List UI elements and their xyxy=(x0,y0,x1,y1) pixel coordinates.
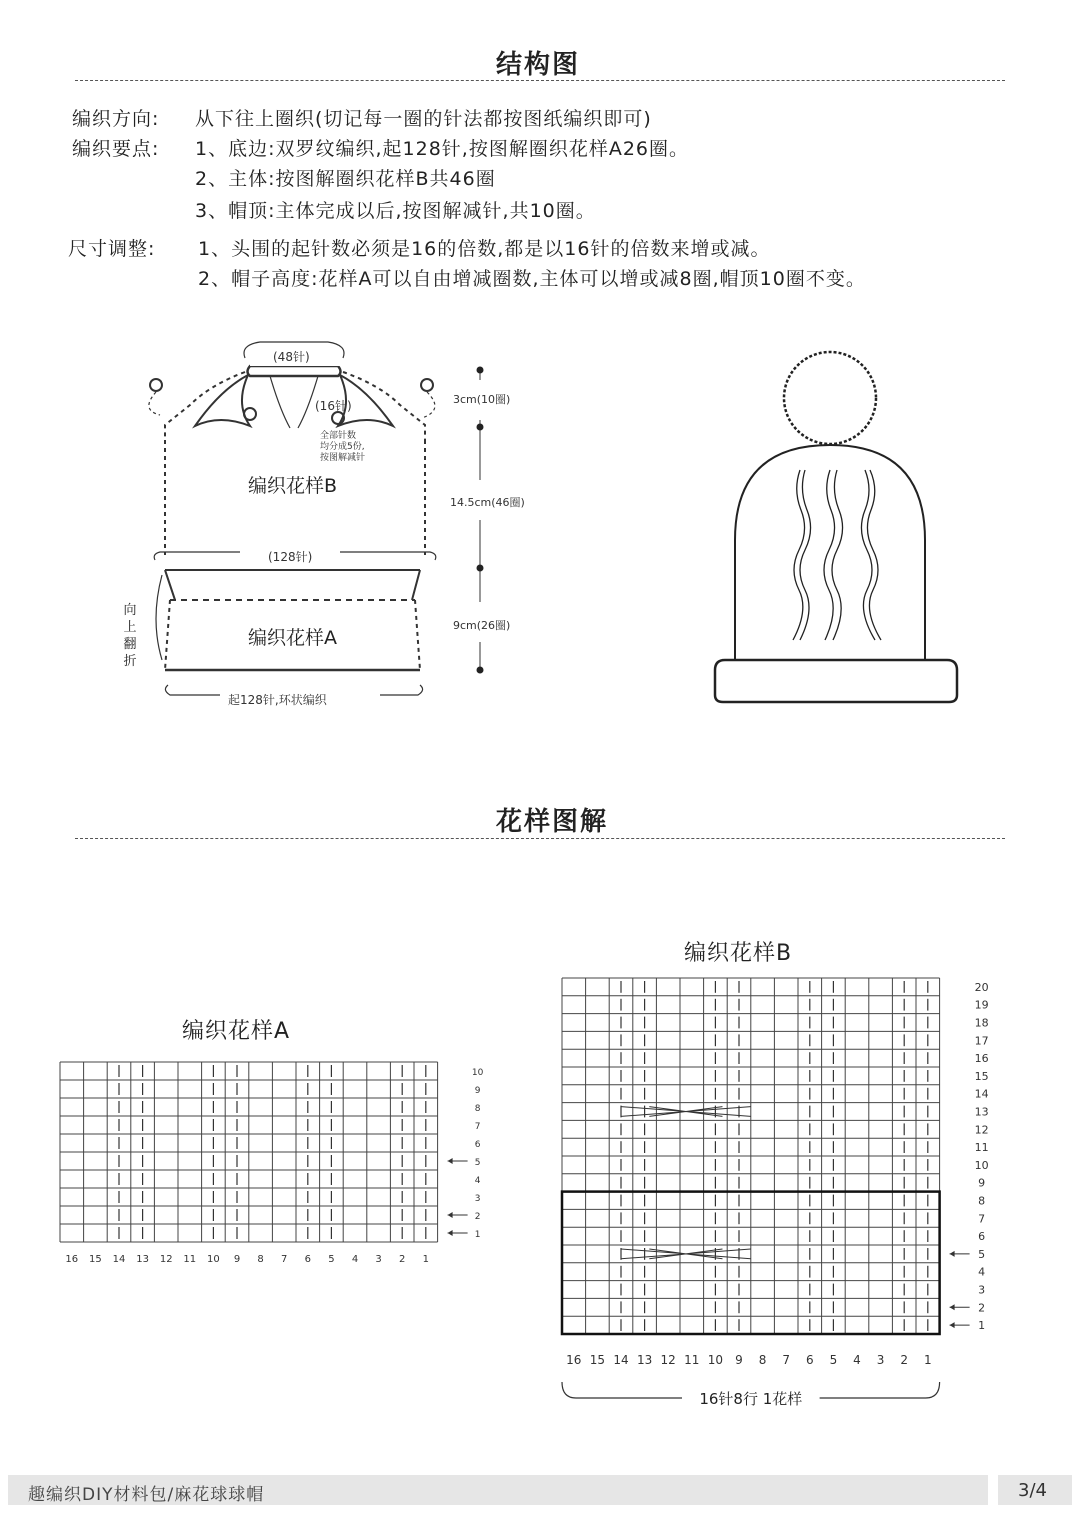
column-number: 12 xyxy=(660,1353,676,1367)
row-number: 15 xyxy=(974,1069,989,1083)
cable-cross-symbol xyxy=(621,1107,751,1117)
row-number: 10 xyxy=(974,1158,989,1172)
footer-title: 趣编织DIY材料包/麻花球球帽 xyxy=(28,1485,265,1505)
column-number: 14 xyxy=(112,1254,126,1265)
dim-body-label: 14.5cm(46圈) xyxy=(450,496,525,509)
column-number: 15 xyxy=(589,1353,606,1367)
knitting-chart-a xyxy=(58,1058,508,1268)
row-number: 5 xyxy=(474,1158,481,1168)
row-arrow-head xyxy=(950,1304,955,1310)
column-number: 15 xyxy=(89,1254,102,1265)
point-3: 3、帽顶:主体完成以后,按图解减针,共10圈。 xyxy=(195,200,596,222)
column-number: 16 xyxy=(566,1353,582,1367)
column-number: 1 xyxy=(422,1254,429,1265)
column-number: 9 xyxy=(735,1353,743,1367)
row-number: 13 xyxy=(974,1105,989,1119)
row-number: 18 xyxy=(974,1016,989,1030)
row-number: 11 xyxy=(974,1141,989,1155)
fold-up-label: 向上翻折 xyxy=(123,603,137,669)
row-number: 4 xyxy=(474,1176,481,1186)
chart-a-title: 编织花样A xyxy=(182,1019,291,1044)
crown-stitches-label: (16针) xyxy=(315,399,352,413)
dim-brim-label: 9cm(26圈) xyxy=(453,619,511,632)
cable-cross-symbol xyxy=(621,1249,751,1259)
size-1: 1、头围的起针数必须是16的倍数,都是以16针的倍数来增或减。 xyxy=(198,238,771,260)
row-arrow-head xyxy=(448,1230,453,1236)
column-number: 2 xyxy=(900,1353,909,1367)
knitting-chart-b xyxy=(560,974,1000,1414)
point-1: 1、底边:双罗纹编织,起128针,按图解圈织花样A26圈。 xyxy=(195,138,690,160)
points-label: 编织要点: xyxy=(72,138,160,160)
row-number: 12 xyxy=(974,1123,989,1137)
row-number: 19 xyxy=(974,998,989,1012)
crown-note-3: 按图解减针 xyxy=(320,453,366,463)
direction-label: 编织方向: xyxy=(72,108,160,130)
row-number: 7 xyxy=(474,1122,481,1132)
page-number-box xyxy=(998,1475,1072,1505)
row-number: 6 xyxy=(474,1140,481,1150)
size-label: 尺寸调整: xyxy=(68,238,156,260)
point-2: 2、主体:按图解圈织花样B共46圈 xyxy=(195,168,496,190)
row-number: 9 xyxy=(978,1176,986,1190)
row-number: 8 xyxy=(474,1104,481,1114)
row-number: 14 xyxy=(974,1087,989,1101)
page-number: 3/4 xyxy=(1018,1480,1047,1501)
pattern-title: 花样图解 xyxy=(496,807,609,837)
column-number: 7 xyxy=(281,1254,288,1265)
row-number: 8 xyxy=(978,1194,986,1208)
column-number: 14 xyxy=(613,1353,629,1367)
row-arrow-head xyxy=(448,1158,453,1164)
column-number: 8 xyxy=(257,1254,264,1265)
column-number: 10 xyxy=(207,1254,220,1265)
row-arrow-head xyxy=(950,1251,955,1257)
row-number: 20 xyxy=(974,980,989,994)
top-stitches-label: (48针) xyxy=(273,350,310,364)
hat-illustration xyxy=(705,340,965,710)
column-number: 1 xyxy=(923,1353,932,1367)
column-number: 3 xyxy=(876,1353,885,1367)
structure-title: 结构图 xyxy=(496,50,581,80)
crown-note-2: 均分成5份, xyxy=(320,442,365,452)
column-number: 16 xyxy=(65,1254,79,1265)
column-number: 12 xyxy=(159,1254,173,1265)
mid-stitches-label: (128针) xyxy=(268,550,313,564)
column-number: 10 xyxy=(707,1353,724,1367)
column-number: 13 xyxy=(136,1254,149,1265)
repeat-label: 16针8行 1花样 xyxy=(699,1390,803,1408)
row-arrow-head xyxy=(950,1322,955,1328)
column-number: 11 xyxy=(183,1254,197,1265)
column-number: 5 xyxy=(829,1353,838,1367)
row-number: 1 xyxy=(474,1230,481,1240)
row-number: 9 xyxy=(474,1086,481,1096)
row-number: 6 xyxy=(978,1230,986,1244)
brim-pattern-label: 编织花样A xyxy=(248,627,337,649)
column-number: 7 xyxy=(782,1353,791,1367)
direction-text: 从下往上圈织(切记每一圈的针法都按图纸编织即可) xyxy=(195,108,652,130)
column-number: 4 xyxy=(853,1353,861,1367)
row-number: 10 xyxy=(471,1068,484,1078)
column-number: 2 xyxy=(399,1254,406,1265)
row-number: 2 xyxy=(474,1212,481,1222)
row-arrow-head xyxy=(448,1212,453,1218)
column-number: 3 xyxy=(375,1254,382,1265)
body-pattern-label: 编织花样B xyxy=(248,475,338,497)
row-number: 5 xyxy=(978,1247,986,1261)
column-number: 5 xyxy=(328,1254,335,1265)
row-number: 3 xyxy=(474,1194,481,1204)
cast-on-label: 起128针,环状编织 xyxy=(228,693,327,707)
row-number: 16 xyxy=(974,1052,989,1066)
dim-top-label: 3cm(10圈) xyxy=(453,393,511,406)
section-divider xyxy=(75,80,1005,81)
row-number: 4 xyxy=(978,1265,986,1279)
column-number: 9 xyxy=(233,1254,241,1265)
column-number: 4 xyxy=(351,1254,359,1265)
size-2: 2、帽子高度:花样A可以自由增减圈数,主体可以增或减8圈,帽顶10圈不变。 xyxy=(198,268,866,290)
column-number: 8 xyxy=(758,1353,767,1367)
row-number: 3 xyxy=(978,1283,986,1297)
row-number: 7 xyxy=(978,1212,986,1226)
row-number: 2 xyxy=(978,1301,986,1315)
chart-b-title: 编织花样B xyxy=(684,941,793,966)
column-number: 6 xyxy=(304,1254,311,1265)
hat-structure-diagram xyxy=(100,330,570,720)
column-number: 11 xyxy=(684,1353,700,1367)
column-number: 6 xyxy=(805,1353,814,1367)
row-number: 17 xyxy=(974,1034,989,1048)
row-number: 1 xyxy=(978,1319,986,1333)
footer-bar xyxy=(8,1475,988,1505)
crown-note-1: 全部针数 xyxy=(320,431,357,441)
section-divider xyxy=(75,838,1005,839)
column-number: 13 xyxy=(636,1353,653,1367)
